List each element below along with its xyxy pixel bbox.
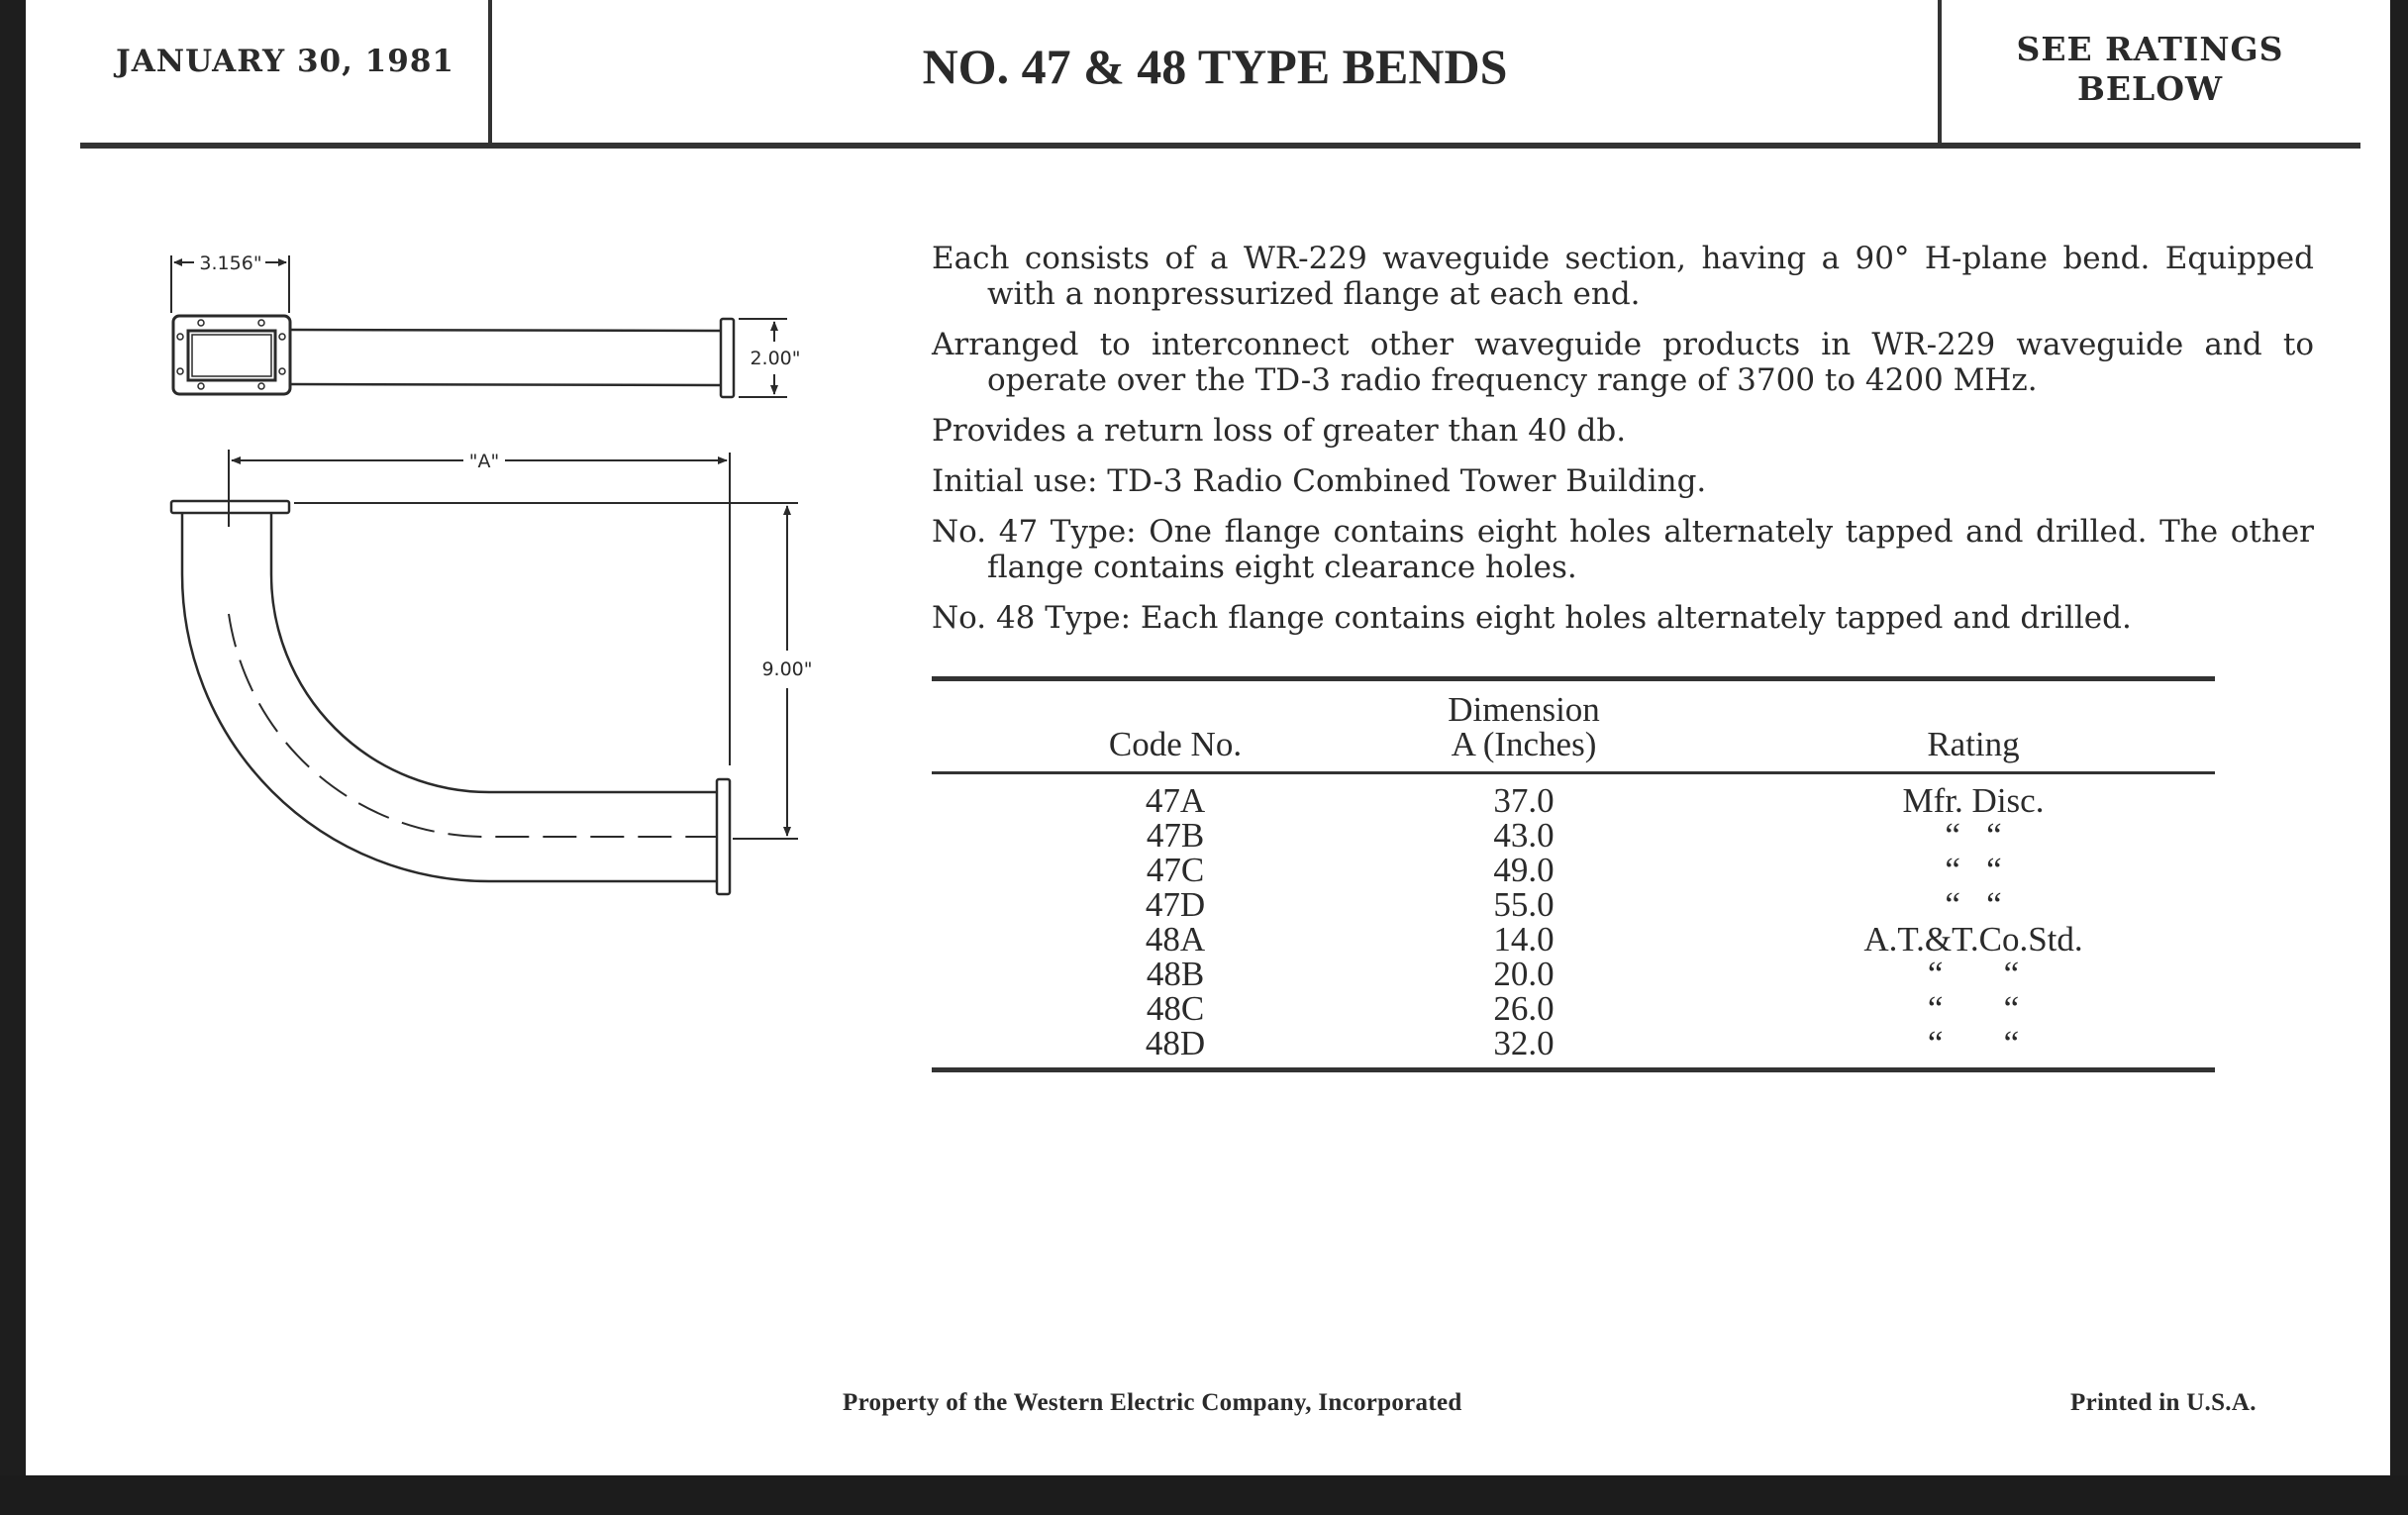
code-cell: 47D bbox=[1145, 885, 1206, 924]
header-rating: Rating bbox=[1927, 725, 2020, 763]
code-cell: 47C bbox=[1146, 851, 1205, 889]
code-cell: 48C bbox=[1146, 989, 1205, 1028]
description bbox=[932, 241, 2314, 651]
width-dimension-label: 3.156" bbox=[199, 252, 262, 274]
table-header-rule bbox=[932, 771, 2215, 774]
rating-cell: “ “ bbox=[1927, 989, 2020, 1028]
rating-cell: “ “ bbox=[1945, 816, 2002, 855]
code-cell: 48D bbox=[1145, 1024, 1206, 1062]
ratings-note-line2: BELOW bbox=[2076, 69, 2224, 108]
table-bottom-rule bbox=[932, 1067, 2215, 1072]
dimension-cell: 55.0 bbox=[1493, 885, 1555, 924]
description-paragraph: Provides a return loss of greater than 40 db. bbox=[932, 413, 1627, 449]
document-date: JANUARY 30, 1981 bbox=[116, 44, 454, 79]
dimension-cell: 26.0 bbox=[1493, 989, 1555, 1028]
dimension-cell: 43.0 bbox=[1493, 816, 1555, 855]
description-paragraph: Each consists of a WR-229 waveguide section, having a 90° H-plane bend. Equipped with a nonpressurized flange at each end. bbox=[932, 241, 2314, 312]
rating-cell: “ “ bbox=[1945, 851, 2002, 889]
ratings-note-line1: SEE RATINGS bbox=[2016, 30, 2284, 68]
description-paragraph: No. 48 Type: Each flange contains eight holes alternately tapped and drilled. bbox=[932, 600, 2132, 636]
height-dimension-label: 2.00" bbox=[750, 348, 801, 369]
code-cell: 48B bbox=[1146, 955, 1205, 993]
top-view bbox=[171, 255, 787, 397]
code-cell: 48A bbox=[1145, 920, 1206, 959]
dimension-cell: 14.0 bbox=[1493, 920, 1555, 959]
header-dimension-line2: A (Inches) bbox=[1451, 725, 1597, 763]
bend-view bbox=[171, 450, 798, 894]
scan-edge-bottom bbox=[0, 1475, 2408, 1515]
rating-cell: “ “ bbox=[1927, 1024, 2020, 1062]
dimension-cell: 49.0 bbox=[1493, 851, 1555, 889]
rating-cell: A.T.&T.Co.Std. bbox=[1863, 920, 2083, 959]
description-paragraph: No. 47 Type: One flange contains eight holes alternately tapped and drilled. The other flange contains eight clearance holes. bbox=[932, 514, 2314, 585]
code-cell: 47B bbox=[1146, 816, 1205, 855]
page-title: NO. 47 & 48 TYPE BENDS bbox=[922, 39, 1508, 94]
dimension-cell: 20.0 bbox=[1493, 955, 1555, 993]
description-paragraph: Initial use: TD-3 Radio Combined Tower Building. bbox=[932, 463, 1707, 499]
a-dimension-label: "A" bbox=[468, 451, 500, 472]
bend-drawing bbox=[0, 0, 891, 941]
rating-cell: Mfr. Disc. bbox=[1902, 781, 2045, 820]
table-top-rule bbox=[932, 676, 2215, 681]
dimension-cell: 32.0 bbox=[1493, 1024, 1555, 1062]
footer-printed: Printed in U.S.A. bbox=[2070, 1389, 2257, 1416]
description-paragraph: Arranged to interconnect other waveguide products in WR-229 waveguide and to operate over the TD-3 radio frequency range of 3700 to 4200 MHz. bbox=[932, 327, 2314, 398]
code-cell: 47A bbox=[1145, 781, 1206, 820]
scan-edge-right bbox=[2390, 0, 2408, 1515]
rating-cell: “ “ bbox=[1927, 955, 2020, 993]
dimension-cell: 37.0 bbox=[1493, 781, 1555, 820]
rise-dimension-label: 9.00" bbox=[761, 658, 813, 680]
footer-property: Property of the Western Electric Company, Incorporated bbox=[843, 1389, 1462, 1416]
rating-cell: “ “ bbox=[1945, 885, 2002, 924]
header-dimension-line1: Dimension bbox=[1448, 690, 1600, 729]
header-code: Code No. bbox=[1108, 725, 1243, 763]
ratings-note bbox=[1940, 30, 2360, 109]
